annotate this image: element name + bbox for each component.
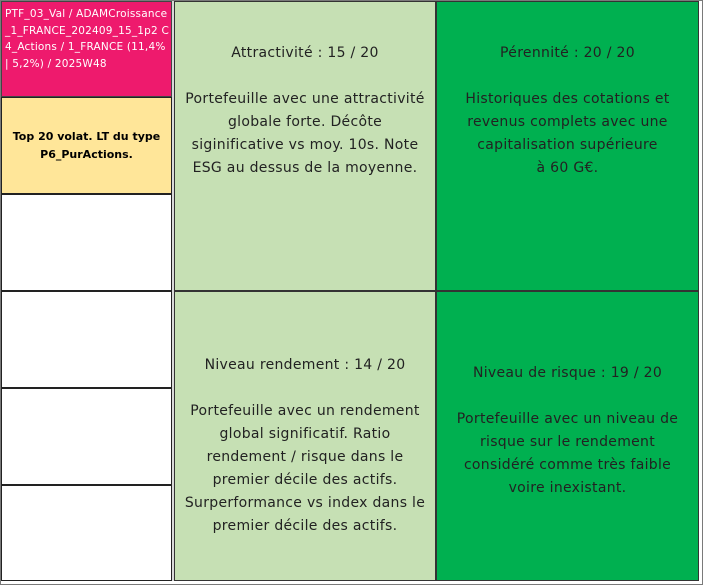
attractivite-heading: Attractivité : 15 / 20 — [231, 45, 379, 61]
risque-panel — [436, 291, 699, 581]
risque-line: considéré comme très faible — [463, 457, 672, 473]
perennite-description — [465, 88, 669, 180]
risque-description — [457, 408, 678, 500]
perennite-line: revenus complets avec une — [467, 114, 668, 130]
rendement-heading: Niveau rendement : 14 / 20 — [204, 357, 406, 373]
empty-cell-2 — [1, 291, 172, 388]
portfolio-info-text: PTF_03_Val / ADAMCroissance_1_FRANCE_202409_15_1p2 C4_Actions / 1_FRANCE (11,4% | 5,2%) / 2025W48 — [5, 8, 169, 70]
attractivite-panel — [174, 1, 436, 291]
empty-cell-1 — [1, 194, 172, 291]
perennite-line: Historiques des cotations et — [465, 91, 670, 107]
empty-cell-4 — [1, 485, 172, 581]
rendement-line: global significatif. Ratio — [219, 426, 391, 442]
top-volatility-cell — [1, 97, 172, 194]
rendement-panel — [174, 291, 436, 581]
rendement-line: Surperformance vs index dans le — [184, 495, 426, 511]
rendement-line: Portefeuille avec un rendement — [190, 403, 420, 419]
rendement-line: premier décile des actifs. — [212, 472, 398, 488]
risque-line: voire inexistant. — [508, 480, 627, 496]
portfolio-info-cell — [1, 1, 172, 97]
perennite-line: à 60 G€. — [536, 160, 599, 176]
empty-cell-3 — [1, 388, 172, 485]
perennite-line: capitalisation supérieure — [477, 137, 658, 153]
attractivite-description — [185, 88, 424, 180]
attractivite-line: globale forte. Décôte — [227, 114, 383, 130]
perennite-heading: Pérennité : 20 / 20 — [500, 45, 635, 61]
risque-line: risque sur le rendement — [479, 434, 656, 450]
attractivite-line: siginificative vs moy. 10s. Note — [191, 137, 419, 153]
perennite-panel — [436, 1, 699, 291]
risque-heading: Niveau de risque : 19 / 20 — [472, 365, 663, 381]
attractivite-line: ESG au dessus de la moyenne. — [192, 160, 418, 176]
rendement-description — [185, 400, 425, 538]
rendement-line: premier décile des actifs. — [212, 518, 398, 534]
attractivite-line: Portefeuille avec une attractivité — [185, 91, 425, 107]
risque-line: Portefeuille avec un niveau de — [456, 411, 679, 427]
top-volatility-text: Top 20 volat. LT du type P6_PurActions. — [12, 129, 161, 161]
rendement-line: rendement / risque dans le — [206, 449, 404, 465]
